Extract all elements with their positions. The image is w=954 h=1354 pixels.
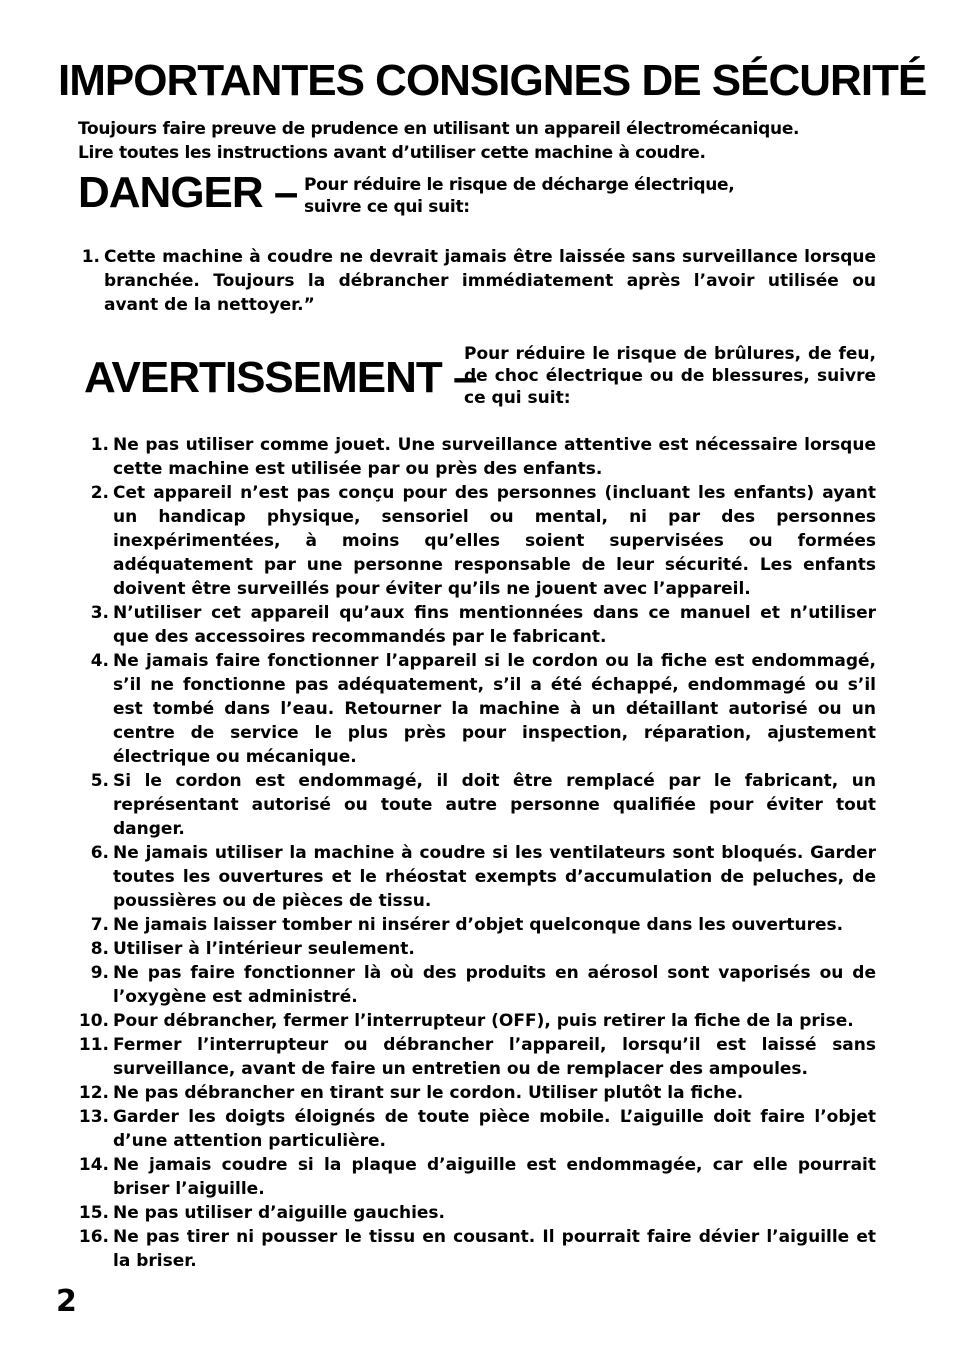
item-number: 2. (90, 483, 109, 503)
item-text: Ne jamais coudre si la plaque d’aiguille est endommagée, car elle pourrait briser l’aiguille. (113, 1155, 876, 1199)
item-number: 9. (90, 963, 109, 983)
item-text: Cette machine à coudre ne devrait jamais être laissée sans surveillance lorsque branchée. Toujours la débrancher immédiatement après l’avoir utilisée ou avant de la nettoyer.” (104, 247, 876, 315)
list-item (78, 1105, 876, 1153)
item-text: Ne jamais utiliser la machine à coudre si les ventilateurs sont bloqués. Garder toutes les ouvertures et le rhéostat exempts d’accumulation de peluches, de poussières ou de pièces de tissu. (113, 843, 876, 911)
list-item (78, 1201, 876, 1225)
item-text: Ne pas utiliser comme jouet. Une surveillance attentive est nécessaire lorsque cette machine est utilisée par ou près des enfants. (113, 435, 876, 479)
page-title: IMPORTANTES CONSIGNES DE SÉCURITÉ (58, 56, 927, 105)
list-item (90, 841, 876, 913)
intro-line: Toujours faire preuve de prudence en utilisant un appareil électromécanique. (78, 119, 800, 139)
item-text: Pour débrancher, fermer l’interrupteur (OFF), puis retirer la fiche de la prise. (113, 1011, 854, 1031)
item-number: 15. (78, 1203, 109, 1223)
list-item (78, 1033, 876, 1081)
item-number: 14. (78, 1155, 109, 1175)
list-item (90, 913, 876, 937)
list-item (78, 1009, 876, 1033)
item-text: Ne jamais faire fonctionner l’appareil si le cordon ou la fiche est endommagé, s’il ne fonctionne pas adéquatement, s’il a été échappé, endommagé ou s’il est tombé dans l’eau. Retourner la machine à un détaillant autorisé ou un centre de service le plus près pour inspection, réparation, ajustement électrique ou mécanique. (113, 651, 876, 767)
list-item (90, 601, 876, 649)
item-number: 11. (78, 1035, 109, 1055)
item-text: Ne pas utiliser d’aiguille gauchies. (113, 1203, 445, 1223)
item-number: 10. (78, 1011, 109, 1031)
list-item (90, 769, 876, 841)
warning-list (78, 433, 876, 1273)
item-number: 16. (78, 1227, 109, 1247)
item-number: 13. (78, 1107, 109, 1127)
item-text: Si le cordon est endommagé, il doit être remplacé par le fabricant, un représentant autorisé ou toute autre personne qualifiée pour éviter tout danger. (113, 771, 876, 839)
danger-description: Pour réduire le risque de décharge électrique, suivre ce qui suit: (304, 175, 735, 217)
danger-list (81, 245, 876, 317)
item-number: 5. (90, 771, 109, 791)
item-number: 6. (90, 843, 109, 863)
page-number: 2 (56, 1284, 77, 1319)
item-text: Ne pas faire fonctionner là où des produits en aérosol sont vaporisés ou de l’oxygène est administré. (113, 963, 876, 1007)
intro-line: Lire toutes les instructions avant d’utiliser cette machine à coudre. (78, 143, 706, 163)
list-item (90, 937, 876, 961)
list-item (78, 1081, 876, 1105)
list-item (90, 649, 876, 769)
item-number: 7. (90, 915, 109, 935)
item-text: Ne pas débrancher en tirant sur le cordon. Utiliser plutôt la fiche. (113, 1083, 744, 1103)
item-text: Garder les doigts éloignés de toute pièce mobile. L’aiguille doit faire l’objet d’une attention particulière. (113, 1107, 876, 1151)
item-number: 1. (81, 247, 100, 267)
list-item (81, 245, 876, 317)
item-number: 12. (78, 1083, 109, 1103)
item-number: 8. (90, 939, 109, 959)
intro (78, 117, 799, 165)
item-number: 3. (90, 603, 109, 623)
item-text: N’utiliser cet appareil qu’aux fins mentionnées dans ce manuel et n’utiliser que des accessoires recommandés par le fabricant. (113, 603, 876, 647)
item-text: Cet appareil n’est pas conçu pour des personnes (incluant les enfants) ayant un handicap physique, sensoriel ou mental, ni par des personnes inexpérimentées, à moins qu’elles soient supervisées ou formées adéquatement par une personne responsable de leur sécurité. Les enfants doivent être surveillés pour éviter qu’ils ne jouent avec l’appareil. (113, 483, 876, 599)
warning-heading: AVERTISSEMENT – (84, 353, 477, 402)
danger-heading: DANGER – (78, 168, 298, 217)
item-text: Ne jamais laisser tomber ni insérer d’objet quelconque dans les ouvertures. (113, 915, 844, 935)
item-text: Fermer l’interrupteur ou débrancher l’appareil, lorsqu’il est laissé sans surveillance, avant de faire un entretien ou de remplacer des ampoules. (113, 1035, 876, 1079)
list-item (90, 481, 876, 601)
item-text: Utiliser à l’intérieur seulement. (113, 939, 415, 959)
item-number: 4. (90, 651, 109, 671)
list-item (78, 1153, 876, 1201)
item-number: 1. (90, 435, 109, 455)
list-item (78, 1225, 876, 1273)
warning-description: Pour réduire le risque de brûlures, de feu, de choc électrique ou de blessures, suivre ce qui suit: (464, 344, 876, 408)
list-item (90, 961, 876, 1009)
list-item (90, 433, 876, 481)
item-text: Ne pas tirer ni pousser le tissu en cousant. Il pourrait faire dévier l’aiguille et la briser. (113, 1227, 876, 1271)
